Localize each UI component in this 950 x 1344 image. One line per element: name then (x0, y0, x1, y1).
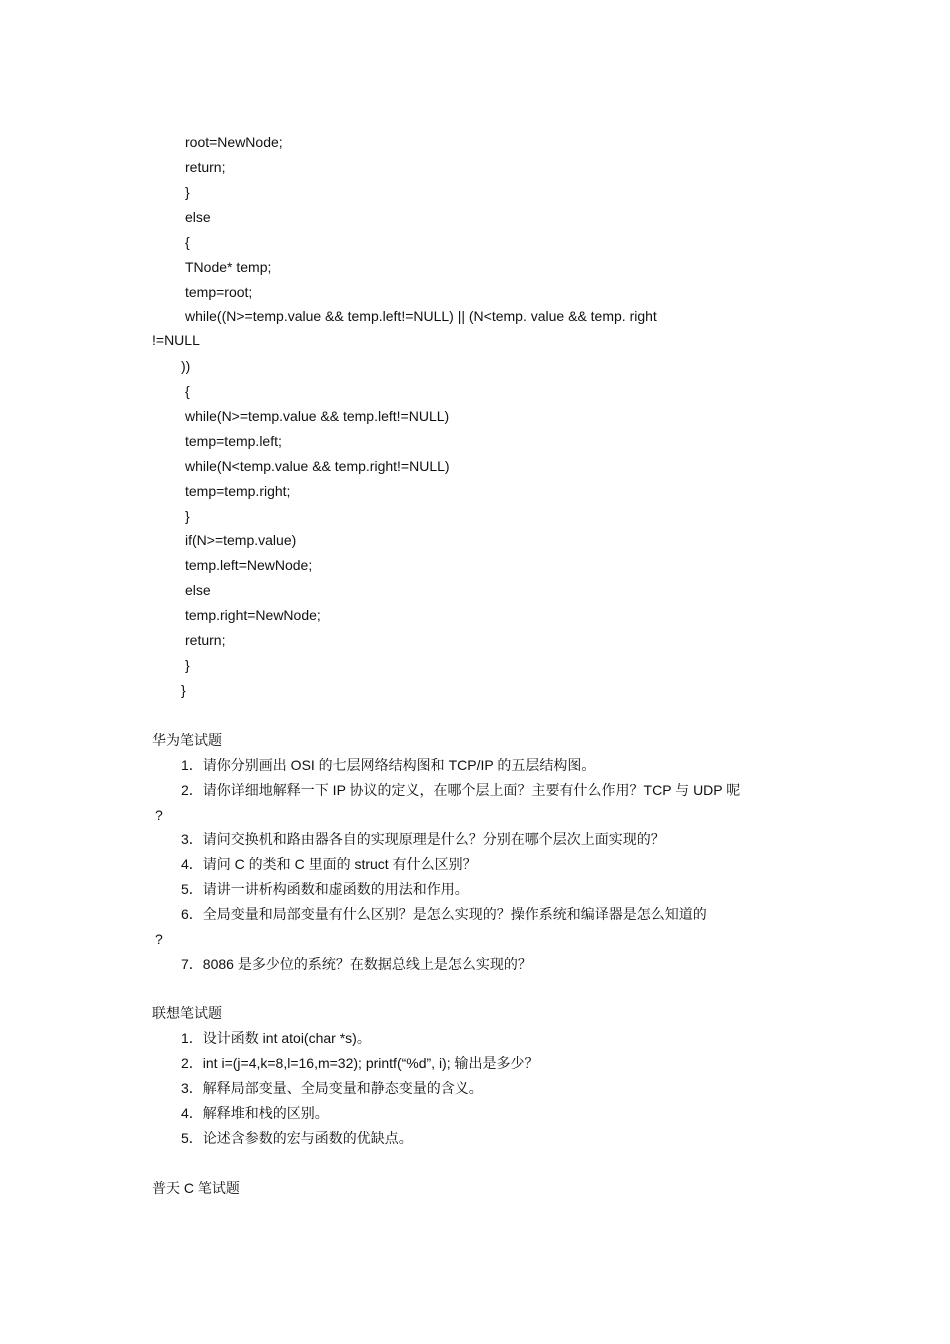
code-line: return; (185, 159, 226, 175)
code-line: return; (185, 632, 226, 648)
code-line: } (185, 184, 190, 200)
question-item: 3．解释局部变量、全局变量和静态变量的含义。 (181, 1080, 483, 1096)
code-line: temp=temp.left; (185, 433, 282, 449)
code-line: TNode* temp; (185, 259, 272, 275)
question-item: 5．论述含参数的宏与函数的优缺点。 (181, 1130, 413, 1146)
question-item: 6．全局变量和局部变量有什么区别？是怎么实现的？操作系统和编译器是怎么知道的 (181, 906, 707, 922)
code-line: temp=root; (185, 284, 253, 300)
code-line: } (185, 657, 190, 673)
question-item: 1．请你分别画出 OSI 的七层网络结构图和 TCP/IP 的五层结构图。 (181, 757, 596, 773)
code-line: root=NewNode; (185, 134, 283, 150)
code-line: if(N>=temp.value) (185, 532, 297, 548)
question-item: 4．请问 C 的类和 C 里面的 struct 有什么区别？ (181, 856, 477, 872)
code-line: temp.right=NewNode; (185, 607, 321, 623)
question-item-wrap: ? (155, 807, 163, 823)
question-item: 4．解释堆和栈的区别。 (181, 1105, 329, 1121)
question-item-wrap: ? (155, 931, 163, 947)
code-line: } (185, 508, 190, 524)
question-item: 1．设计函数 int atoi(char *s)。 (181, 1030, 371, 1046)
code-line: while((N>=temp.value && temp.left!=NULL) || (N<temp. value && temp. right (185, 308, 657, 324)
section-title: 华为笔试题 (152, 732, 222, 748)
code-line: { (185, 234, 190, 250)
code-line: while(N<temp.value && temp.right!=NULL) (185, 458, 450, 474)
code-line: )) (181, 358, 191, 374)
code-line: else (185, 209, 211, 225)
code-line: temp=temp.right; (185, 483, 291, 499)
section-title: 联想笔试题 (152, 1005, 222, 1021)
question-item: 2．请你详细地解释一下 IP 协议的定义，在哪个层上面？主要有什么作用？TCP 与 UDP 呢 (181, 782, 741, 798)
code-line: else (185, 582, 211, 598)
question-item: 7．8086 是多少位的系统？在数据总线上是怎么实现的？ (181, 956, 532, 972)
code-line: { (185, 383, 190, 399)
section-title: 普天 C 笔试题 (152, 1180, 240, 1196)
code-line: } (181, 682, 186, 698)
code-line: while(N>=temp.value && temp.left!=NULL) (185, 408, 450, 424)
question-item: 5．请讲一讲析构函数和虚函数的用法和作用。 (181, 881, 469, 897)
question-item: 2．int i=(j=4,k=8,l=16,m=32); printf(“%d”, i); 输出是多少？ (181, 1055, 539, 1071)
code-line-wrap: !=NULL (152, 332, 200, 348)
code-line: temp.left=NewNode; (185, 557, 313, 573)
question-item: 3．请问交换机和路由器各自的实现原理是什么？分别在哪个层次上面实现的？ (181, 831, 665, 847)
